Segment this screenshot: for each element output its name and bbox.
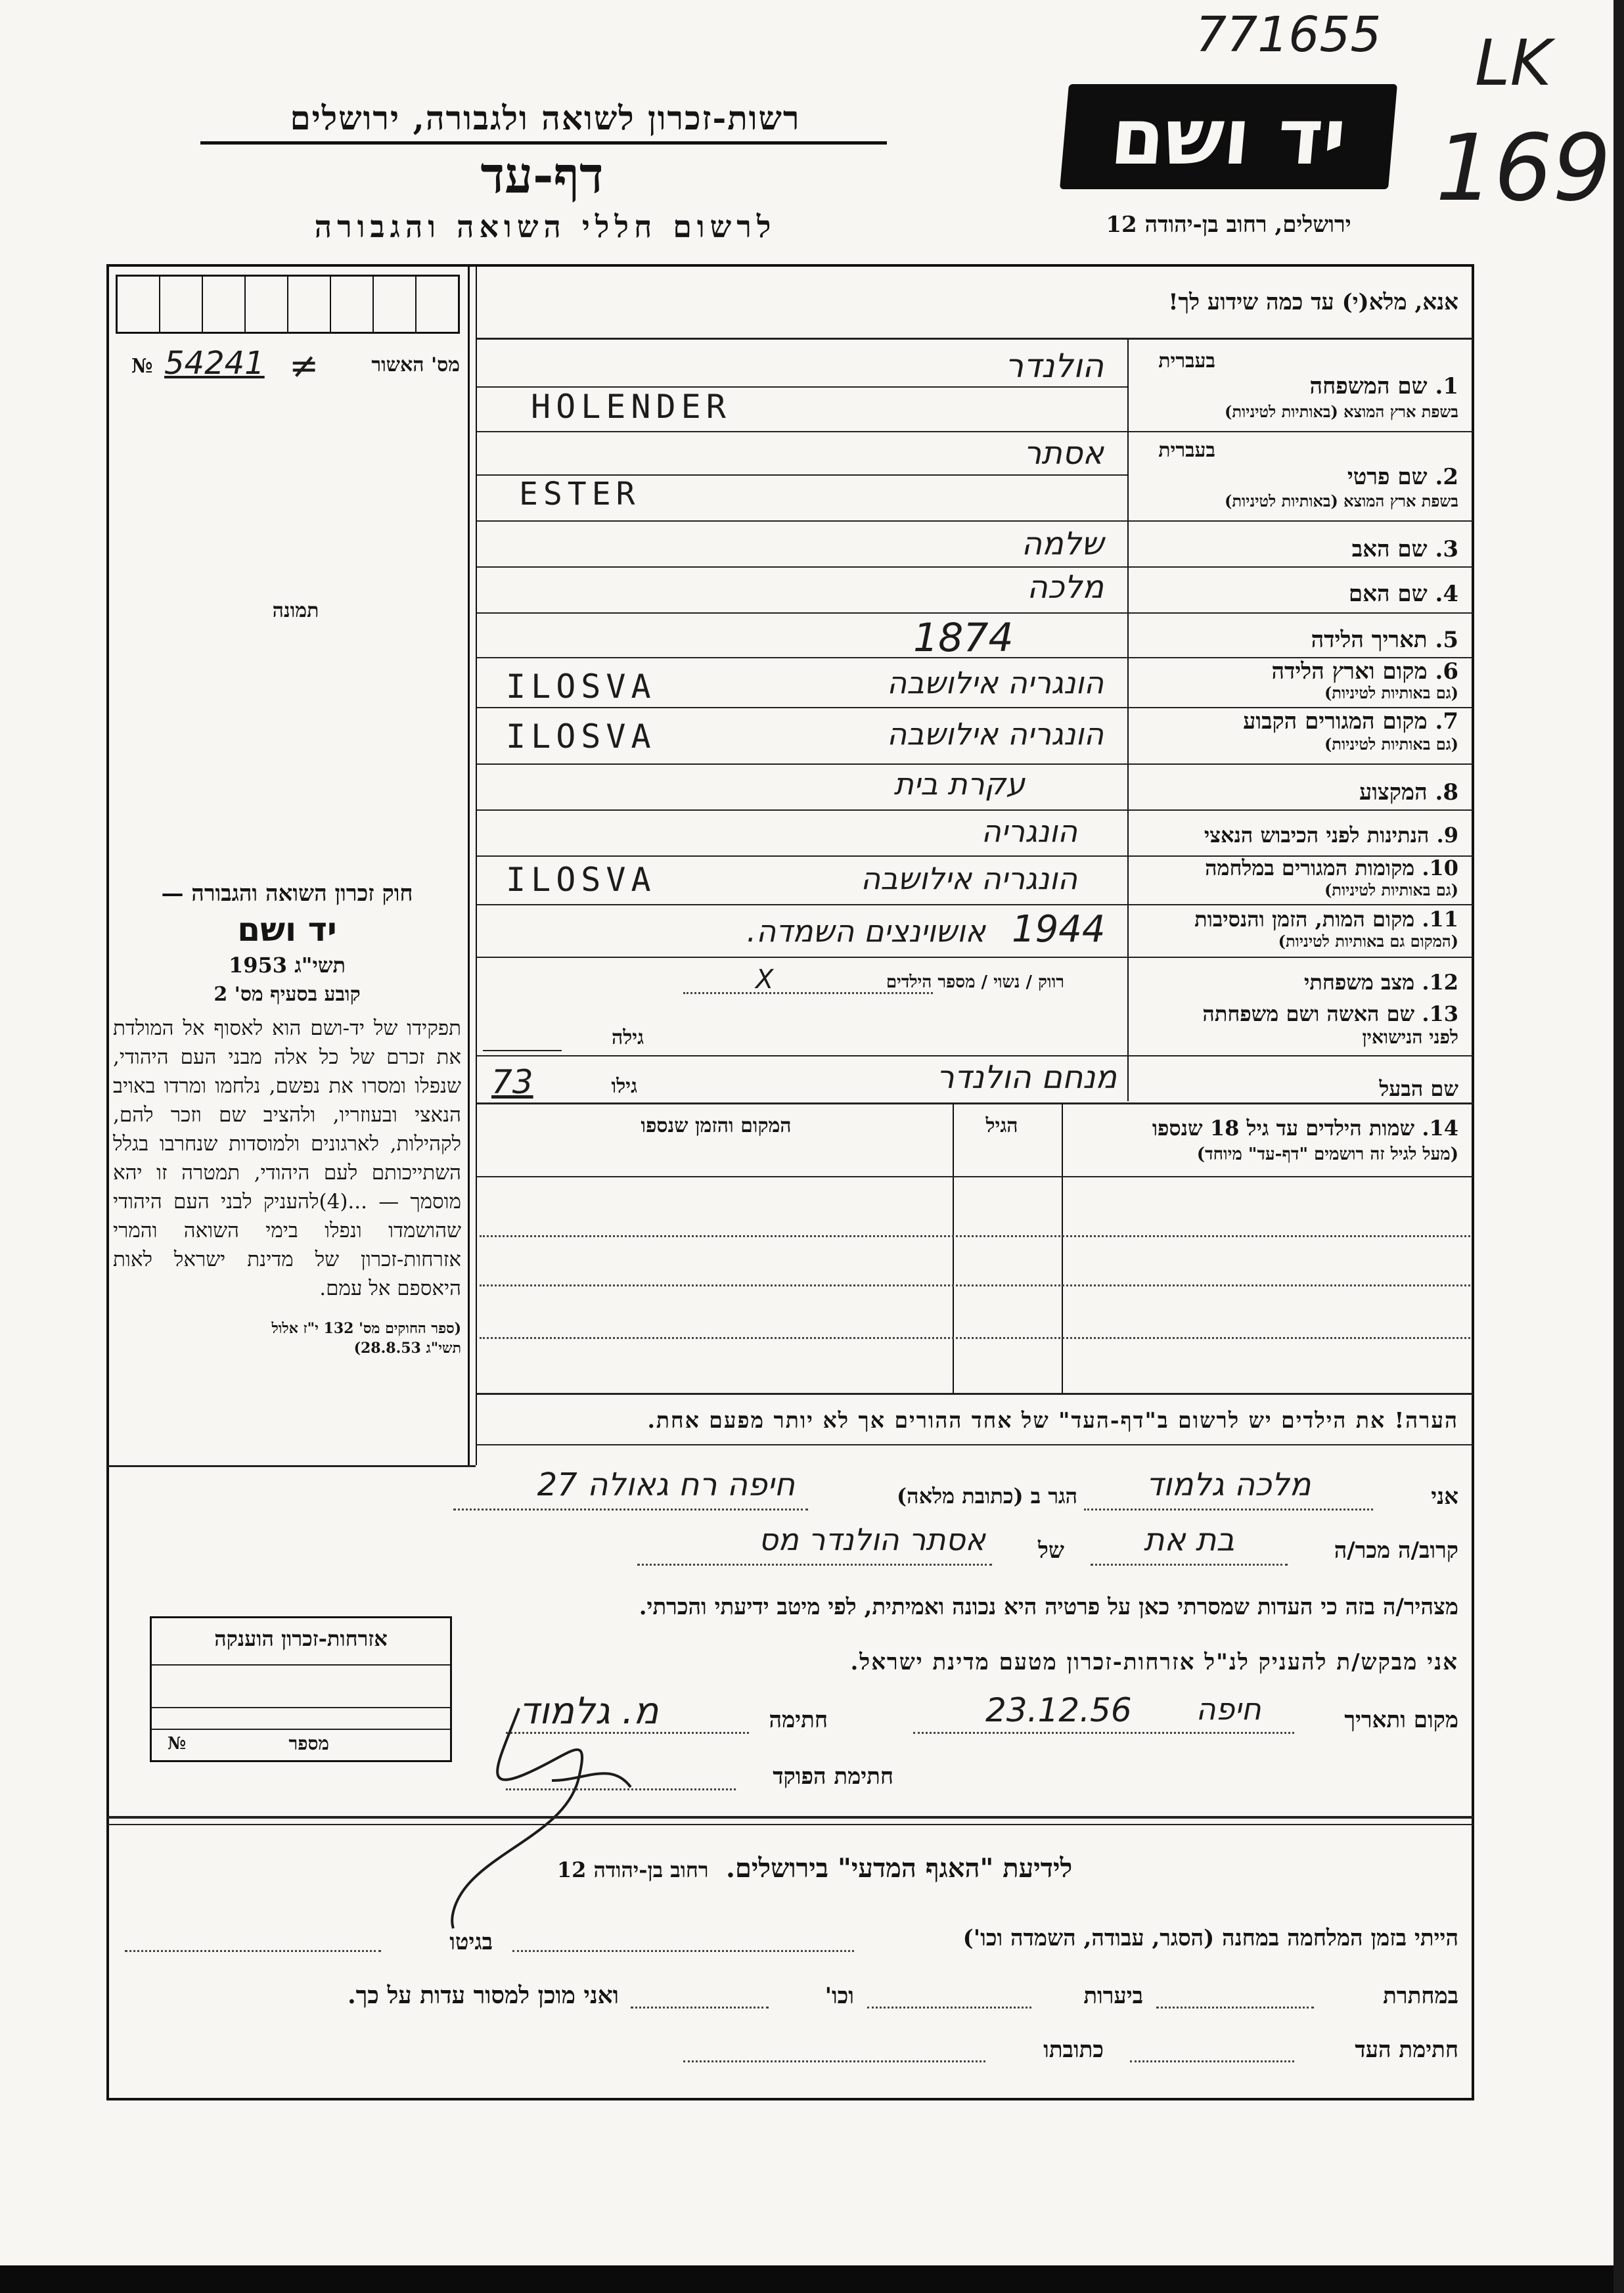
family-name-hebrew[interactable]: הולנדר [1004,347,1104,385]
children-note: הערה! את הילדים יש לרשום ב"דף-העד" של אחד ההורים אך לא יותר מפעם אחת. [647,1407,1458,1433]
children-row-3 [480,1337,1470,1339]
note-line [477,1444,1473,1445]
birthplace-latin[interactable]: ILOSVA [506,668,656,706]
field-13-label-text: שם האשה ושם משפחתה [1202,1001,1415,1026]
law-name: יד ושם [237,911,337,949]
place-date-label: מקום ותאריך [1344,1707,1458,1733]
bottom-line-1a: הייתי בזמן המלחמה במחנה (הסגר, עבודה, השמדה וכו') [962,1925,1458,1951]
bottom-line-2b: ביערות [1083,1983,1143,2009]
field-10-label [1130,855,1458,880]
field-9-label [1130,823,1458,848]
declarant-name-line [1084,1509,1373,1510]
marital-options: רווק / נשוי / מספר הילדים [886,972,1064,992]
field-2-num: 2. [1435,464,1458,490]
officer-line [506,1788,736,1790]
field-6-label [1130,658,1458,685]
fill-plea: אנא, מלא(י) עד כמה שידוע לך! [1168,289,1458,315]
field-1-label [1130,373,1458,399]
approval-check-mark: ≠ [289,345,319,386]
yad-vashem-logo [1060,84,1397,189]
residence-hebrew[interactable]: הונגריה אילושבה [887,716,1104,752]
officer-label: חתימת הפוקד [773,1763,893,1790]
first-name-latin[interactable]: ESTER [519,476,641,512]
field-6-num: 6. [1435,658,1458,685]
field-4-num: 4. [1435,581,1458,607]
relation[interactable]: בת את [1143,1522,1235,1558]
birth-date[interactable]: 1874 [913,615,1014,661]
field-2-sub: בשפת ארץ המוצא (באותיות לטיניות) [1225,491,1458,511]
rule-3 [477,566,1473,568]
field-2-label-text: שם פרטי [1347,464,1428,490]
field-1-label-text: שם המשפחה [1309,373,1428,399]
hebrew-label-2: בעברית [1158,439,1215,462]
field-8-label-text: המקצוע [1359,779,1428,806]
relation-line [1091,1564,1288,1566]
main-bottom-line [108,1465,476,1467]
approval-prefix: № [131,355,153,378]
inner-border [476,266,477,1465]
logo-text: יד ושם [1107,91,1350,182]
field-10-label-text: מקומות המגורים במלחמה [1205,855,1415,880]
bottom-line-1b: בגיטו [449,1929,493,1955]
bottom-separator-2 [108,1824,1473,1825]
children-row-1 [480,1235,1470,1237]
wife-age-line [483,1050,562,1051]
children-row-2 [480,1284,1470,1286]
scan-edge-right [1613,0,1624,2293]
side-divider [468,266,470,1465]
declarant-address-line [453,1509,808,1510]
form-title: דף-עד [480,146,604,204]
field-13-sub: לפני הנישואין [1362,1026,1458,1048]
field-4-label [1130,581,1458,607]
approval-number: 54241 [164,345,265,382]
husband-age[interactable]: 73 [491,1063,533,1101]
children-bottom-line [477,1393,1473,1395]
bottom-line-2c: וכו' [824,1983,854,2009]
citizenship-line-3 [152,1729,450,1730]
field-8-label [1130,779,1458,806]
family-name-latin[interactable]: HOLENDER [531,388,731,426]
field-7-label-text: מקום המגורים הקבוע [1243,708,1428,735]
law-year: תשי"ג 1953 [229,953,346,978]
children-col-divider-2 [953,1104,954,1393]
field-8-num: 8. [1435,779,1458,806]
bottom-blank-2c [631,2007,769,2009]
children-header-line [477,1176,1473,1177]
nationality[interactable]: הונגריה [981,813,1077,849]
field-7-sub: (גם באותיות לטיניות) [1324,735,1458,754]
marital-mark[interactable]: X [756,965,774,995]
wartime-residence-latin[interactable]: ILOSVA [506,861,656,899]
bottom-blank-2a [1156,2007,1314,2009]
rule-10 [477,904,1473,905]
bottom-blank-1b [125,1950,381,1952]
signature-flourish [414,1682,703,1932]
corner-mark: LK [1475,26,1552,100]
request-text: אני מבקש/ת להעניק לנ"ל אזרחות-זכרון מטעם מדינת ישראל. [850,1649,1458,1675]
page-number: 169 [1435,115,1612,222]
bottom-title-address: רחוב בן-יהודה 12 [556,1857,709,1882]
field-1-num: 1. [1435,373,1458,399]
bottom-separator-1 [108,1816,1473,1819]
field-14-sub: (מעל לגיל זה רושמים "דף-עד" מיוחד) [1196,1145,1458,1164]
place-date-line [913,1732,1294,1734]
field-10-sub: (גם באותיות לטיניות) [1324,880,1458,899]
field-2-label [1130,464,1458,490]
field-3-num: 3. [1435,536,1458,562]
field-14-label [1064,1116,1458,1141]
rule-8 [477,809,1473,811]
approval-boxes [116,275,460,334]
wife-age-label: גילה [611,1026,644,1049]
scan-edge-bottom [0,2265,1624,2293]
bottom-blank-1a [512,1950,854,1952]
marital-dotted-line [683,992,933,994]
field-3-label [1130,536,1458,562]
declarant-signature[interactable]: מ. גלמוד [519,1690,659,1733]
husband-name[interactable]: מנחם הולנדר [936,1059,1117,1096]
relative-label: קרוב/ה מכר/ה [1334,1537,1458,1564]
declaration-text: מצהיר/ה בזה כי העדות שמסרתי כאן על פרטיה היא נכונה ואמיתית, לפי מיטב ידיעתי והכרתי. [639,1594,1458,1620]
citizenship-line-2 [152,1707,450,1708]
citizenship-title: אזרחות-זכרון הוענקה [214,1626,388,1651]
mother-name[interactable]: מלכה [1027,569,1104,606]
rule-2b [477,520,1473,522]
husband-age-label: גילו [611,1075,637,1098]
bottom-blank-2b [867,2007,1031,2009]
rule-1b [477,431,1473,432]
declarant-name[interactable]: מלכה גלמוד [1146,1466,1311,1503]
field-5-num: 5. [1435,627,1458,653]
citizenship-number-prefix: № [168,1734,187,1754]
rule-13 [477,1055,1473,1056]
field-12-num: 12. [1422,970,1458,995]
residing-label: הגר ב (כתובת מלאה) [897,1484,1077,1509]
field-5-label [1130,627,1458,653]
field-11-label [1130,907,1458,932]
address: ירושלים, רחוב בן-יהודה 12 [1106,212,1351,238]
field-12-label-text: מצב משפחתי [1304,970,1415,995]
of-name[interactable]: אסתר הולנדר מס [758,1522,985,1557]
residence-latin[interactable]: ILOSVA [506,717,656,756]
signing-date[interactable]: 23.12.56 [985,1691,1132,1729]
law-text: תפקידו של יד-ושם הוא לאסוף אל המולדת את זכרם של כל אלה מבני העם היהודי, שנפלו ומסרו את נפשם, נלחמו ומרדו באויב הנאצי ובעוזריו, ולהציב שם וזכר להם, לקהילות, לארגונים ולמוסדות שנחרבו בגלל השתייכותם לעם היהודי, תמטרה זו יהא מוסמך — ...(4)להעניק לבני העם היהודי שהושמדו ונפלו בימי השואה והמרי אזרחות-זכרון של מדינת ישראל לאות היאספם אל עמם. [113,1016,461,1300]
field-11-label-text: מקום המות, הזמן והנסיבות [1194,907,1415,932]
first-name-hebrew[interactable]: אסתר [1024,435,1104,472]
of-name-line [637,1564,992,1566]
rule-11 [477,957,1473,958]
field-3-label-text: שם האב [1351,536,1428,562]
of-label: של [1038,1537,1064,1564]
law-section: קובע בסעיף מס' 2 [214,983,361,1006]
citizenship-box [150,1616,452,1762]
declarant-address[interactable]: חיפה רח גאולה 27 [537,1466,795,1503]
field-14-label-text: שמות הילדים עד גיל 18 שנספו [1152,1116,1415,1141]
field-13-label [1130,1001,1458,1026]
bottom-line-3b: כתובתו [1043,2037,1104,2063]
rule-7 [477,763,1473,765]
children-col-place: המקום והזמן שנספו [641,1114,792,1137]
label-column-divider [1127,339,1129,1101]
field-10-num: 10. [1422,855,1458,880]
field-6-sub: (גם באותיות לטיניות) [1324,683,1458,702]
field-9-num: 9. [1436,823,1458,848]
photo-label: תמונה [272,599,319,622]
law-title: חוק זכרון השואה והגבורה — [161,880,413,907]
org-underline [200,141,887,145]
bottom-line-2a: במחתרת [1383,1983,1458,2009]
profession[interactable]: עקרת בית [893,766,1025,802]
children-col-age: הגיל [985,1114,1018,1137]
ani-label: אני [1431,1484,1458,1510]
field-5-label-text: תאריך הלידה [1311,627,1428,653]
field-7-num: 7. [1435,708,1458,735]
field-11-sub: (המקום גם באותיות לטיניות) [1278,932,1458,951]
children-col-divider-1 [1062,1104,1063,1393]
signature-label: חתימה [769,1707,828,1733]
bottom-line-3a: חתימת העד [1355,2037,1458,2063]
field-9-label-text: הנתינות לפני הכיבוש הנאצי [1204,823,1430,848]
wartime-residence-hebrew[interactable]: הונגריה אילושבה [861,861,1077,896]
field-4-label-text: שם האם [1348,581,1428,607]
rule-husband [477,1102,1473,1104]
field-13-num: 13. [1422,1001,1458,1026]
signing-place[interactable]: חיפה [1196,1691,1261,1727]
bottom-title [394,1853,1235,1884]
death-place[interactable]: אושוינצים השמדה. [746,913,985,949]
husband-label: שם הבעל [1379,1076,1458,1101]
field-12-label [1130,970,1458,995]
citizenship-number-label: מספר [288,1733,329,1754]
hebrew-label-1: בעברית [1158,350,1215,373]
field-11-num: 11. [1422,907,1458,932]
plea-line [477,338,1473,340]
citizenship-line-1 [152,1664,450,1666]
organization-name: רשות-זכרון לשואה ולגבורה, ירושלים [290,99,801,137]
father-name[interactable]: שלמה [1021,526,1104,562]
field-7-label [1130,708,1458,735]
approval-label: מס' האשור [371,353,460,376]
field-6-label-text: מקום וארץ הלידה [1271,658,1428,685]
field-14-num: 14. [1422,1116,1458,1141]
form-subtitle: לרשום חללי השואה והגבורה [314,209,777,244]
bottom-line-2d: ואני מוכן למסור עדות על כך. [348,1982,619,2009]
rule-4 [477,612,1473,614]
field-1-sub: בשפת ארץ המוצא (באותיות לטיניות) [1225,402,1458,421]
bottom-blank-3a [1130,2060,1294,2062]
archive-number: 771655 [1196,7,1382,63]
birthplace-hebrew[interactable]: הונגריה אילושבה [887,665,1104,700]
law-box [113,880,461,1358]
bottom-blank-3b [683,2060,985,2062]
bottom-title-text: לידיעת "האגף המדעי" בירושלים. [726,1853,1073,1884]
law-source: (ספר החוקים מס' 132 י"ז אלול תשי"ג 28.8.53) [271,1320,461,1357]
death-year[interactable]: 1944 [1012,908,1106,951]
